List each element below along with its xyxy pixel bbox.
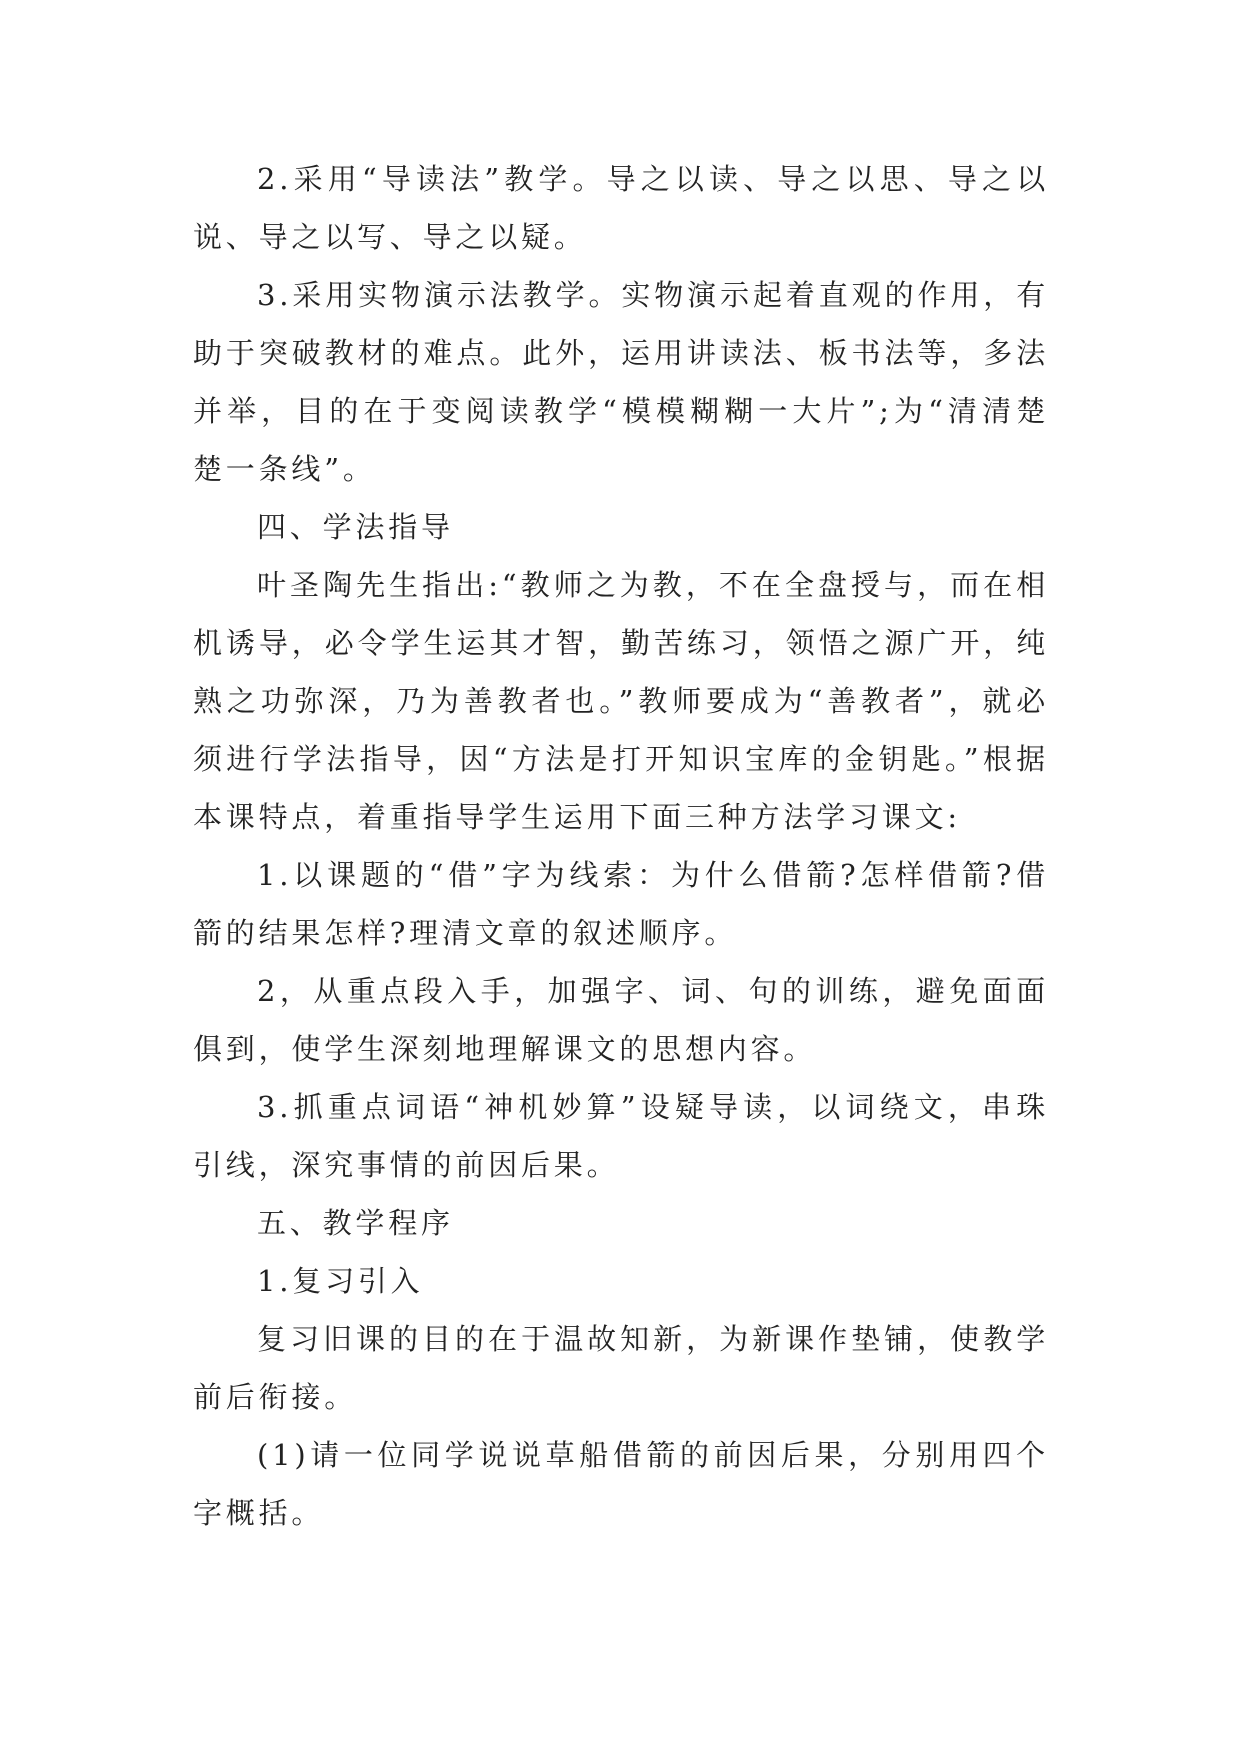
section-heading-study-guidance: 四、学法指导 xyxy=(257,510,454,544)
body-text xyxy=(193,150,1049,1542)
subheading-review-intro: 1.复习引入 xyxy=(257,1264,424,1298)
paragraph-review-purpose: 复习旧课的目的在于温故知新，为新课作垫铺，使教学前后衔接。 xyxy=(193,1322,1049,1414)
paragraph-method-3: 3.采用实物演示法教学。实物演示起着直观的作用，有助于突破教材的难点。此外，运用讲读法、板书法等，多法并举，目的在于变阅读教学“模模糊糊一大片”;为“清清楚楚一条线”。 xyxy=(193,278,1049,486)
paragraph-ye-shengtao-quote: 叶圣陶先生指出:“教师之为教，不在全盘授与，而在相机诱导，必令学生运其才智，勤苦练习，领悟之源广开，纯熟之功弥深，乃为善教者也。”教师要成为“善教者”，就必须进行学法指导，因“方法是打开知识宝库的金钥匙。”根据本课特点，着重指导学生运用下面三种方法学习课文: xyxy=(193,568,1049,834)
paragraph-study-method-3: 3.抓重点词语“神机妙算”设疑导读，以词绕文，串珠引线，深究事情的前因后果。 xyxy=(193,1090,1049,1182)
paragraph-study-method-2: 2，从重点段入手，加强字、词、句的训练，避免面面俱到，使学生深刻地理解课文的思想内容。 xyxy=(193,974,1049,1066)
paragraph-review-task-1: (1)请一位同学说说草船借箭的前因后果，分别用四个字概括。 xyxy=(193,1438,1049,1530)
paragraph-study-method-1: 1.以课题的“借”字为线索：为什么借箭?怎样借箭?借箭的结果怎样?理清文章的叙述顺序。 xyxy=(193,858,1049,950)
paragraph-method-2: 2.采用“导读法”教学。导之以读、导之以思、导之以说、导之以写、导之以疑。 xyxy=(193,162,1049,254)
section-heading-teaching-procedure: 五、教学程序 xyxy=(257,1206,454,1240)
